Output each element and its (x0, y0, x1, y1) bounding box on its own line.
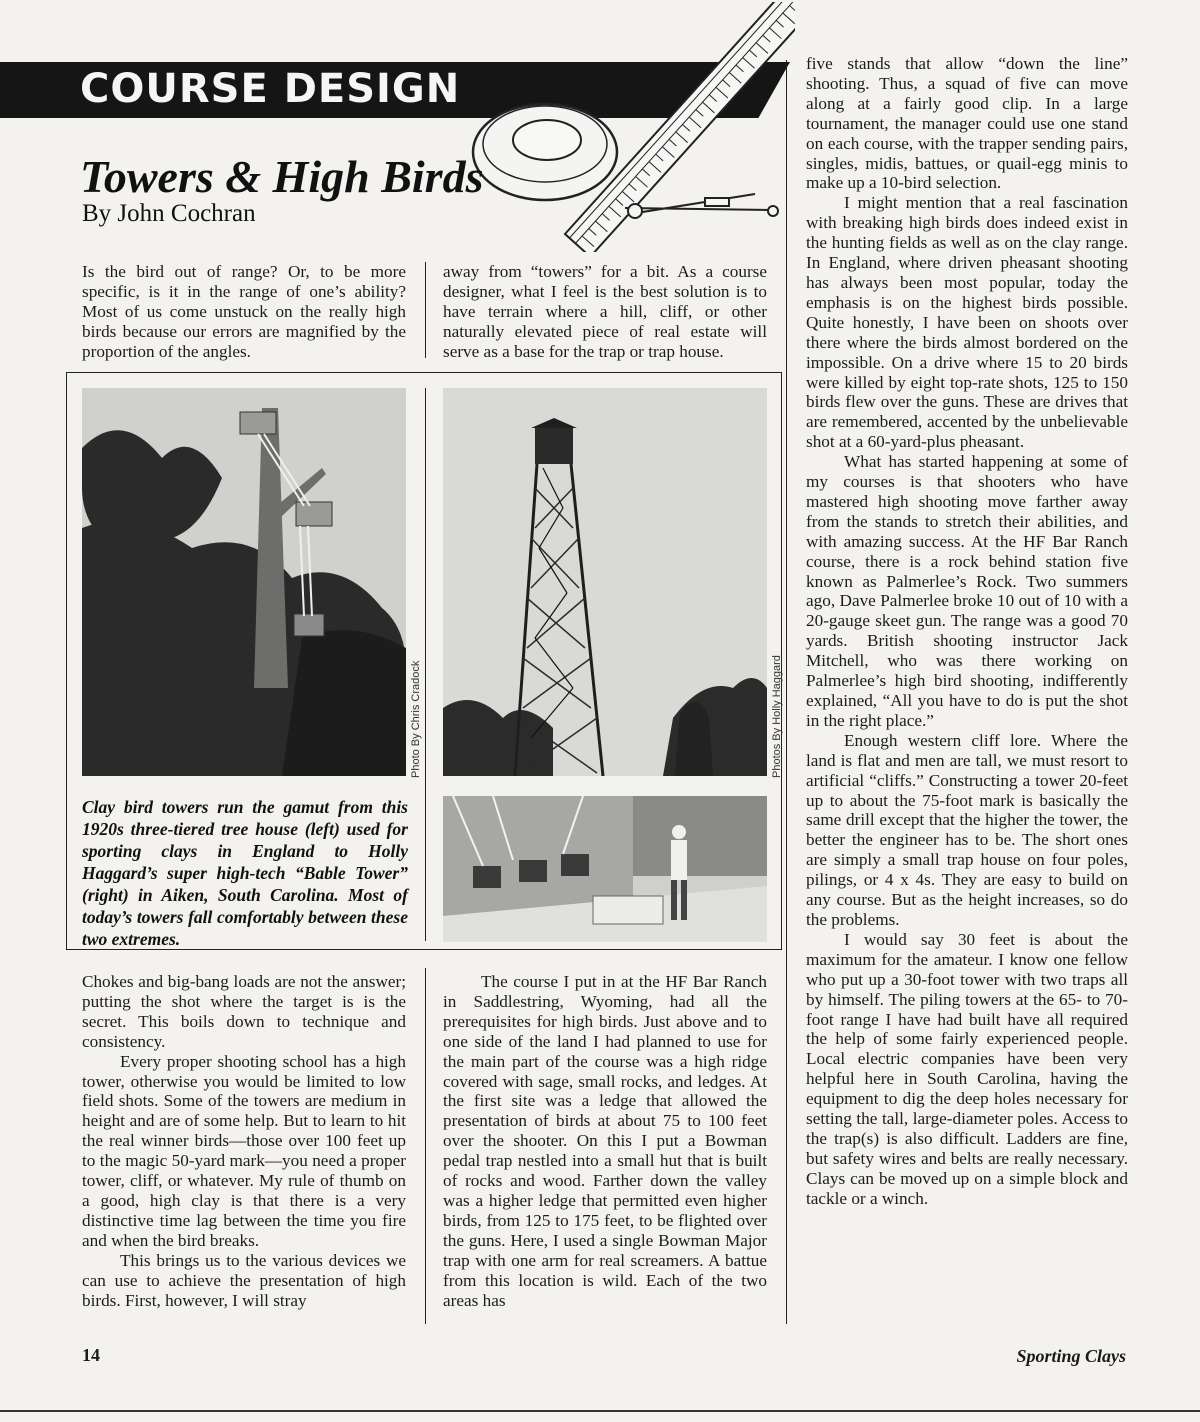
paragraph: Enough western cliff lore. Where the land is flat and men are tall, we must resort to artificial “cliffs.” Constructing a tower 20-feet up to about the 75-foot mark is basically the same drill except that the higher the tower, the better the engineer has to be. The short ones are simply a small trap house on four poles, pilings, or 4 x 4s. They are easy to build on any course. But as the height increases, so do the problems. (806, 730, 1128, 929)
photo-steel-tower (443, 388, 767, 776)
photo-divider (425, 388, 426, 941)
column-rule (786, 60, 787, 1324)
intro-column-right (443, 262, 767, 362)
photo-caption: Clay bird towers run the gamut from this 1920s three-tiered tree house (left) used for sporting clays in England to Holly Haggard’s super high-tech “Bable Tower” (right) in Aiken, South Carolina. Most of today’s towers fall comfortably between these two extremes. (82, 797, 408, 949)
photo-tree-house-tower (82, 388, 406, 776)
paragraph: This brings us to the various devices we can use to achieve the presentation of high birds. First, however, I will stray (82, 1250, 406, 1310)
paragraph: I would say 30 feet is about the maximum for the amateur. I know one fellow who put up a 30-foot tower with two traps all by himself. The piling towers at the 65- to 70-foot range I have had built have all required the help of some fairly experienced people. Local electric companies have been very helpful here in South Carolina, having the equipment to dig the deep holes necessary for setting the tall, large-diameter poles. Access to the trap(s) is also difficult. Ladders are fine, but safety wires and belts are really necessary. Clays can be moved up on a simple block and tackle or a winch. (806, 929, 1128, 1208)
paragraph: The course I put in at the HF Bar Ranch in Saddlestring, Wyoming, had all the prerequisites for high birds. Just above and to one side of the land I had planned to use for the main part of the course was a high ridge covered with sage, small rocks, and ledges. At the first site was a ledge that allowed the presentation of birds at about 75 to 100 feet over the shooter. On this I put a Bowman pedal trap nestled into a small hut that is built of rocks and wood. Farther down the valley was a higher ledge that permitted even higher birds, from 125 to 175 feet, to be flighted over the guns. Here, I used a single Bowman Major trap with one arm for real screamers. A battue from this location is wild. Each of the two areas has (443, 972, 767, 1310)
magazine-name: Sporting Clays (1016, 1346, 1126, 1366)
section-title: COURSE DESIGN (80, 66, 461, 112)
body-column-middle (443, 972, 767, 1310)
page-number: 14 (82, 1345, 100, 1365)
paragraph: What has started happening at some of my courses is that shooters who have mastered high shooting move farther away from the stands to stretch their abilities, and with amazing success. At the HF Bar Ranch course, there is a rock behind station five known as Palmerlee’s Rock. Two summers ago, Dave Palmerlee broke 10 out of 10 with a 20-gauge skeet gun. The range was a good 70 yards. British shooting instructor Jack Mitchell, who was there working on Palmerlee’s high bird shooting, indifferently explained, “All you have to do is put the shot in the right place.” (806, 452, 1128, 730)
column-rule (425, 262, 426, 358)
intro-column-left (82, 262, 406, 362)
drafting-tools-illustration (455, 2, 795, 252)
paragraph: Chokes and big-bang loads are not the answer; putting the shot where the target is is the secret. This boils down to technique and consistency. (82, 972, 406, 1051)
column-rule (425, 968, 426, 1324)
paragraph: five stands that allow “down the line” shooting. Thus, a squad of five can move along at a fairly good clip. In a large tournament, the manager could use one stand on each course, with the trapper sending pairs, singles, midis, battues, or quail-egg minis to make up a 10-bird selection. (806, 54, 1128, 193)
body-column-right (806, 54, 1128, 1209)
article-title: Towers & High Birds (80, 151, 484, 202)
paragraph: Every proper shooting school has a high tower, otherwise you would be limited to low field shots. Some of the towers are medium in height and are of some help. But to learn to hit the real winner birds—those over 100 feet up to the magic 50-yard mark—you need a proper tower, cliff, or whatever. My rule of thumb on a good, high clay is that there is a very distinctive time lag between the time you fire and when the bird breaks. (82, 1051, 406, 1250)
photo-trap-machines (443, 796, 767, 942)
body-column-left (82, 972, 406, 1310)
paragraph: away from “towers” for a bit. As a course designer, what I feel is the best solution is to have terrain where a hill, cliff, or other naturally elevated piece of real estate will serve as a base for the trap or trap house. (443, 262, 767, 361)
paragraph: I might mention that a real fascination with breaking high birds does indeed exist in the hunting fields as well as on the clay range. In England, where driven pheasant shooting has always been most popular, today the emphasis is on the highest birds possible. Quite honestly, I have been on shoots over there where the birds almost bordered on the impossible. On a drive where 15 to 20 birds were killed by eight top-rate shots, 125 to 150 birds flew over the guns. These are drives that are remembered, accented by the unbelievable shot at a 60-yard-plus pheasant. (806, 193, 1128, 452)
photo-credit-right: Photos By Holly Haggard (771, 655, 783, 778)
byline: By John Cochran (82, 200, 256, 227)
photo-credit-left: Photo By Chris Cradock (410, 660, 422, 778)
page-edge-rule (0, 1410, 1200, 1412)
paragraph: Is the bird out of range? Or, to be more specific, is it in the range of one’s ability? Most of us come unstuck on the really high birds because our errors are magnified by the proportion of the angles. (82, 262, 406, 361)
